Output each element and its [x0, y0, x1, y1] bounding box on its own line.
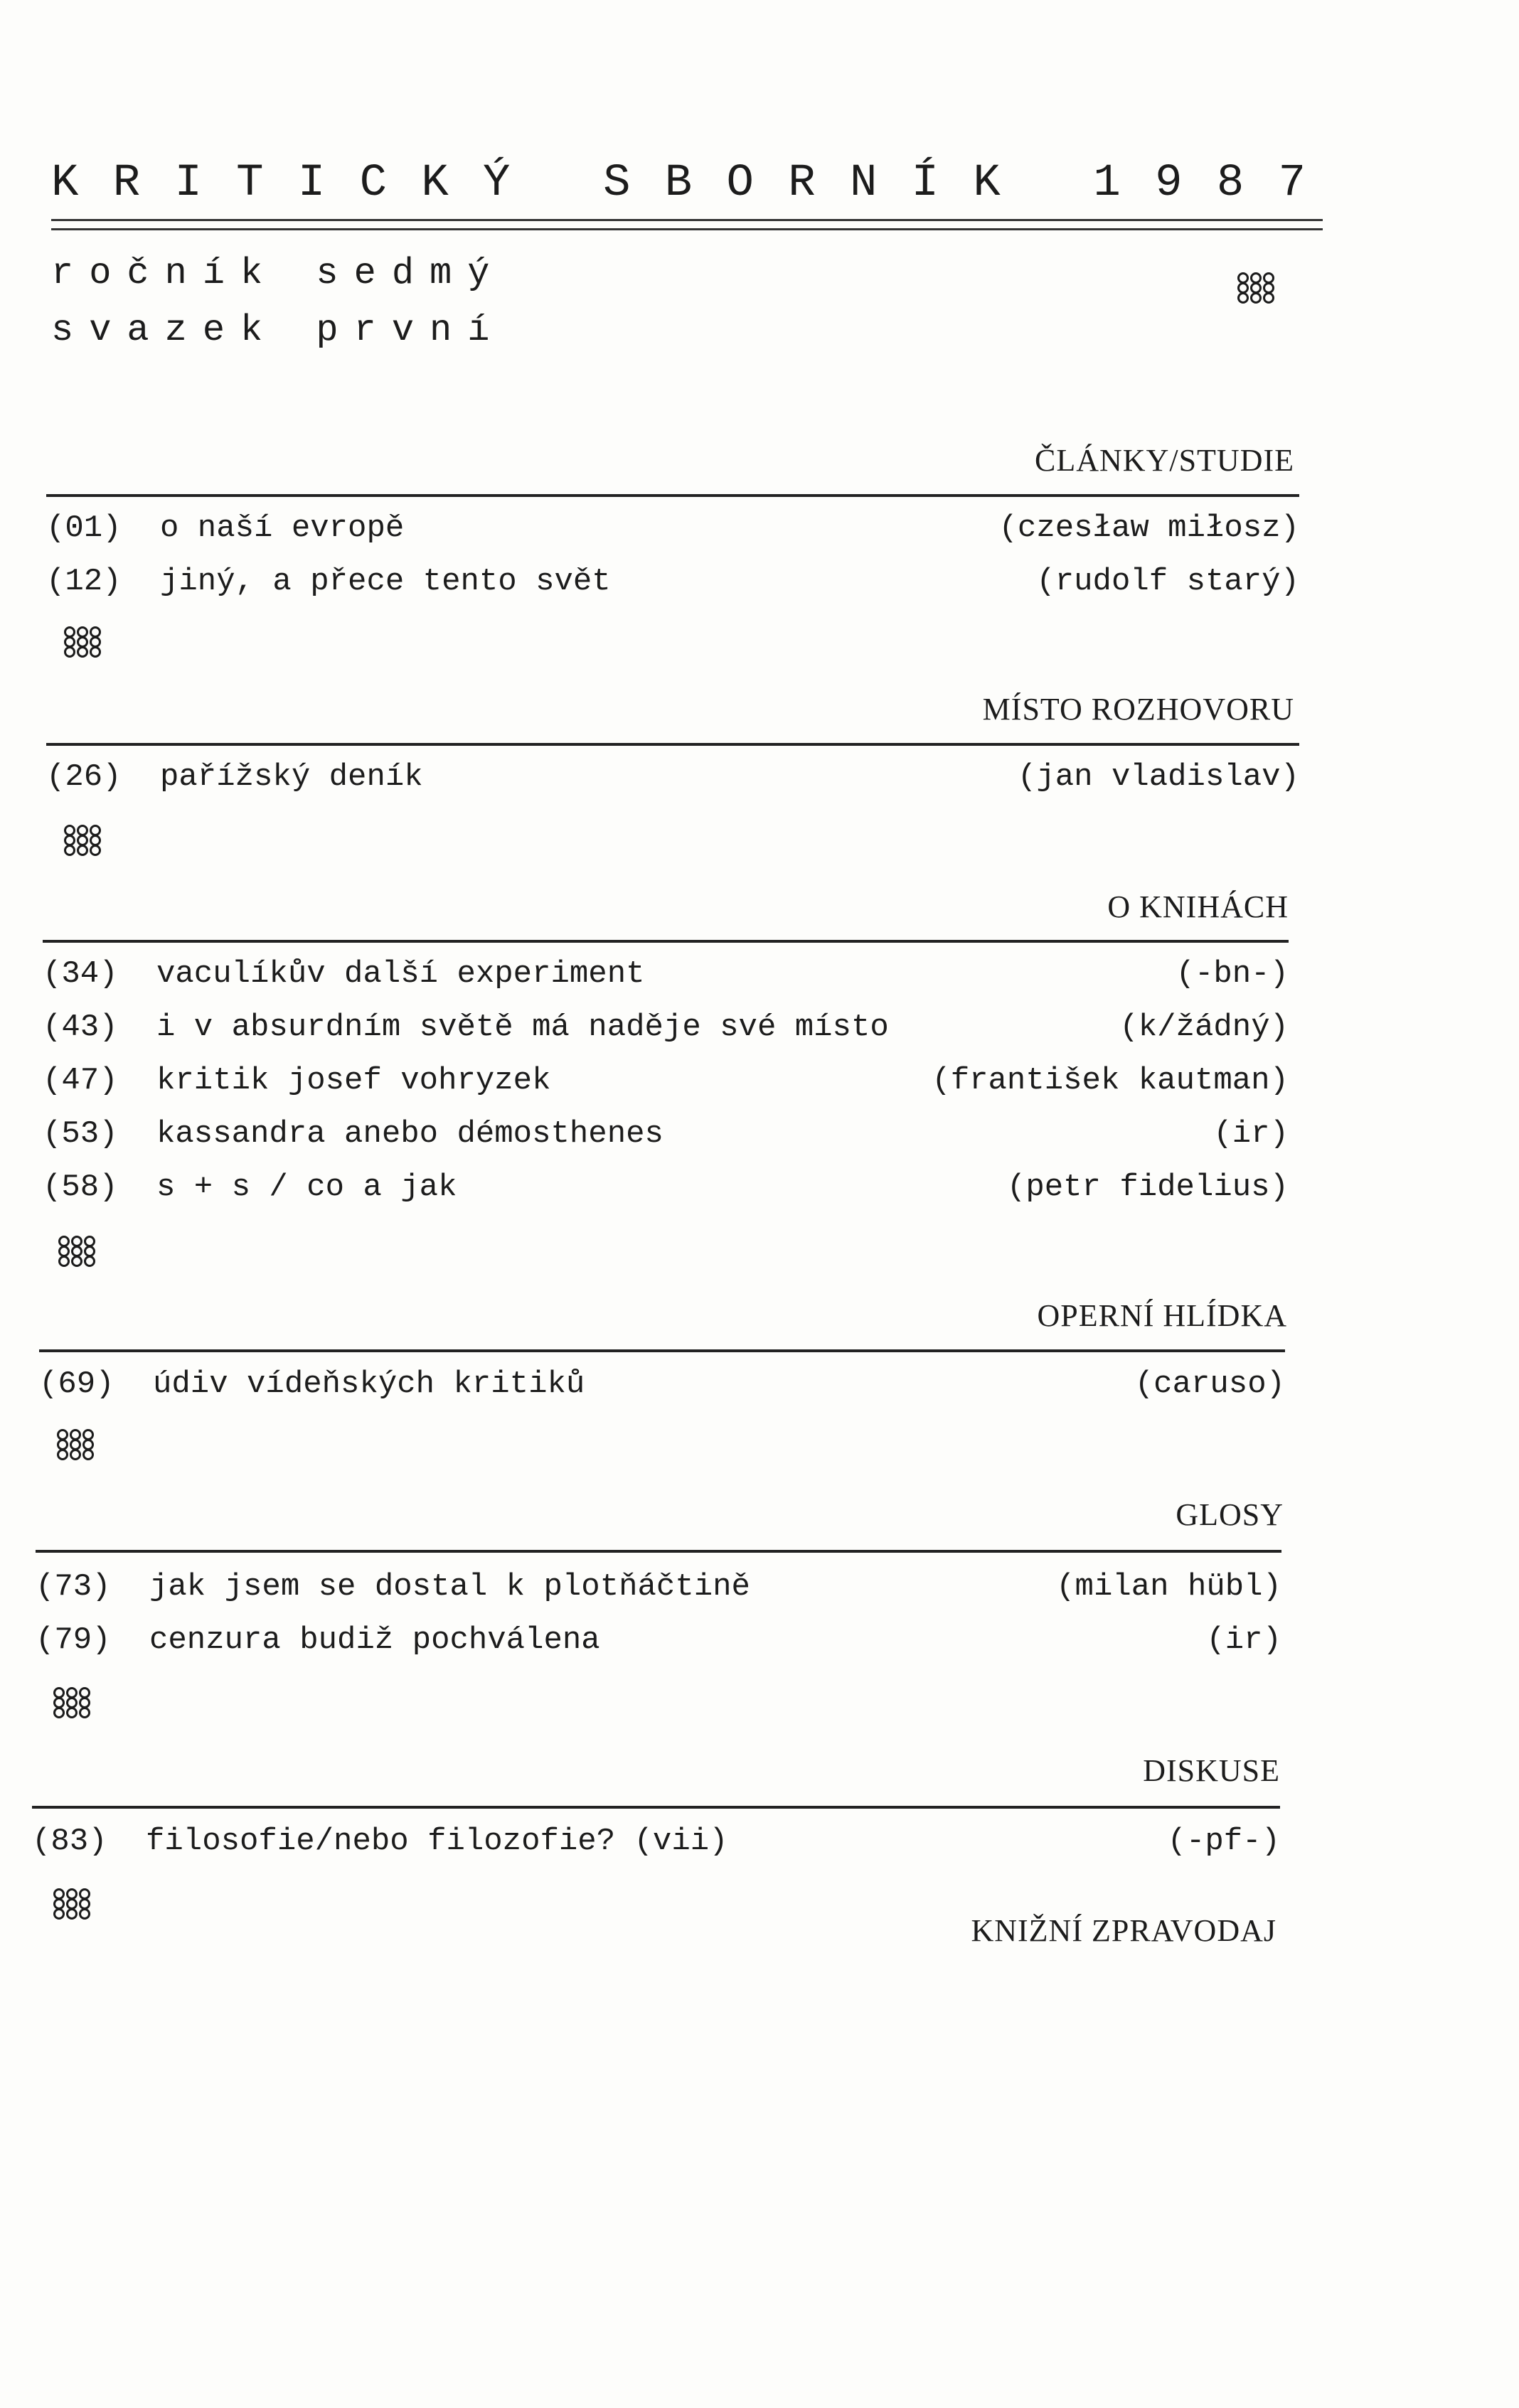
section-heading: GLOSY	[1176, 1497, 1284, 1532]
toc-entry	[32, 1824, 1280, 1859]
entry-title: vaculíkův další experiment	[156, 956, 645, 992]
entry-title: kritik josef vohryzek	[156, 1063, 551, 1098]
entry-author: (czesław miłosz)	[998, 510, 1299, 546]
page-number: (26)	[46, 759, 122, 795]
toc-entry	[43, 956, 1289, 992]
section-rule	[46, 743, 1299, 746]
toc-entry	[43, 1170, 1289, 1205]
entry-author: (k/žádný)	[1119, 1010, 1289, 1045]
masthead-letter: R	[112, 158, 145, 209]
entry-author: (jan vladislav)	[1017, 759, 1299, 795]
entry-author: (ir)	[1206, 1622, 1281, 1658]
masthead-letter: 8	[1216, 158, 1249, 209]
masthead-letter: I	[174, 158, 206, 209]
ornament-888-icon	[58, 1237, 95, 1267]
page-number: (34)	[43, 956, 118, 992]
masthead-letter: N	[849, 158, 882, 209]
entry-title: i v absurdním světě má naděje své místo	[156, 1010, 889, 1045]
section-heading: OPERNÍ HLÍDKA	[1037, 1298, 1287, 1333]
ornament-888-icon	[64, 628, 101, 658]
section-heading: ČLÁNKY/STUDIE	[1035, 443, 1294, 478]
section-rule	[36, 1550, 1281, 1553]
masthead-letter: C	[359, 158, 391, 209]
entry-author: (rudolf starý)	[1036, 564, 1299, 599]
entry-title: filosofie/nebo filozofie? (vii)	[146, 1824, 728, 1859]
masthead-letter: R	[788, 158, 820, 209]
toc-entry	[39, 1366, 1285, 1402]
page-number: (69)	[39, 1366, 114, 1402]
toc-entry	[46, 759, 1299, 795]
section-heading: KNIŽNÍ ZPRAVODAJ	[971, 1913, 1277, 1948]
toc-entry	[46, 564, 1299, 599]
masthead-title	[51, 158, 1310, 209]
entry-author: (františek kautman)	[932, 1063, 1289, 1098]
masthead-letter: K	[421, 158, 453, 209]
toc-entry	[36, 1622, 1281, 1658]
section-rule	[46, 494, 1299, 497]
entry-title: jak jsem se dostal k plotňáčtině	[149, 1569, 750, 1605]
entry-author: (petr fidelius)	[1006, 1170, 1289, 1205]
ornament-888-icon	[53, 1689, 90, 1718]
toc-entry	[36, 1569, 1281, 1605]
page-number: (79)	[36, 1622, 111, 1658]
page-number: (47)	[43, 1063, 118, 1098]
entry-author: (ir)	[1213, 1116, 1289, 1152]
issue-line: svazek první	[51, 309, 506, 351]
section-rule	[32, 1806, 1280, 1809]
masthead-letter: 1	[1093, 158, 1125, 209]
toc-entry	[46, 510, 1299, 546]
masthead-letter: Í	[911, 158, 944, 209]
entry-author: (-pf-)	[1167, 1824, 1280, 1859]
ornament-888-icon	[1237, 274, 1274, 304]
word-gap	[545, 158, 573, 209]
word-gap	[1035, 158, 1063, 209]
masthead-letter: O	[726, 158, 758, 209]
entry-title: jiný, a přece tento svět	[160, 564, 611, 599]
entry-title: cenzura budiž pochválena	[149, 1622, 600, 1658]
masthead-letter: 9	[1155, 158, 1187, 209]
section-rule	[39, 1349, 1285, 1352]
section-heading: DISKUSE	[1143, 1753, 1280, 1788]
section-heading: MÍSTO ROZHOVORU	[982, 692, 1294, 727]
ornament-888-icon	[64, 826, 101, 856]
page-number: (58)	[43, 1170, 118, 1205]
page-number: (01)	[46, 510, 122, 546]
entry-author: (-bn-)	[1176, 956, 1289, 992]
entry-title: pařížský deník	[160, 759, 423, 795]
volume-line: ročník sedmý	[51, 252, 506, 294]
page-number: (53)	[43, 1116, 118, 1152]
masthead-letter: K	[51, 158, 83, 209]
masthead-letter: K	[973, 158, 1005, 209]
toc-entry	[43, 1063, 1289, 1098]
entry-author: (milan hübl)	[1056, 1569, 1281, 1605]
entry-title: o naší evropě	[160, 510, 405, 546]
entry-title: s + s / co a jak	[156, 1170, 457, 1205]
entry-author: (caruso)	[1134, 1366, 1285, 1402]
masthead-letter: I	[297, 158, 330, 209]
masthead-letter: 7	[1278, 158, 1310, 209]
toc-entry	[43, 1116, 1289, 1152]
toc-entry	[43, 1010, 1289, 1045]
page-number: (12)	[46, 564, 122, 599]
section-heading: O KNIHÁCH	[1107, 889, 1289, 924]
section-rule	[43, 940, 1289, 943]
ornament-888-icon	[57, 1430, 94, 1460]
page-number: (83)	[32, 1824, 107, 1859]
entry-title: kassandra anebo démosthenes	[156, 1116, 663, 1152]
masthead-letter: S	[603, 158, 635, 209]
page-number: (43)	[43, 1010, 118, 1045]
masthead-letter: T	[236, 158, 268, 209]
entry-title: údiv vídeňských kritiků	[153, 1366, 585, 1402]
masthead-letter: Ý	[483, 158, 515, 209]
masthead-letter: B	[664, 158, 697, 209]
page-number: (73)	[36, 1569, 111, 1605]
masthead-double-rule	[51, 219, 1323, 230]
ornament-888-icon	[53, 1890, 90, 1920]
